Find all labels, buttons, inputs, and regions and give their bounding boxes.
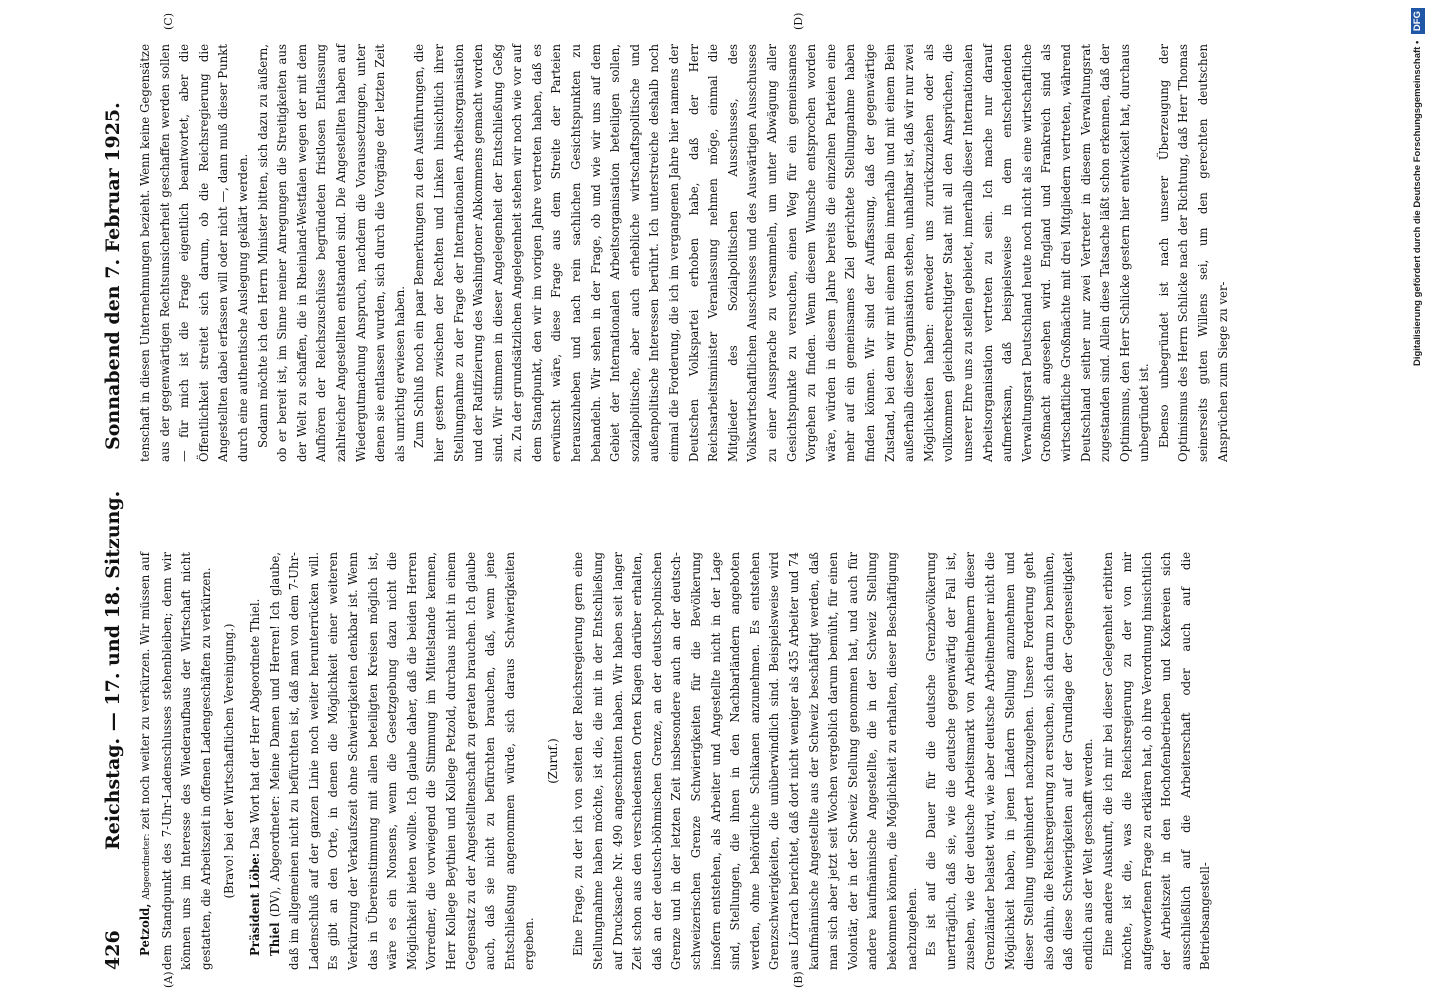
margin-marker-d: (D) — [792, 12, 805, 30]
credit-text: Digitalisierung gefördert durch die Deutsche Forschungsgemeinschaft • — [1412, 40, 1423, 367]
interjection: (Bravo! bei der Wirtschaftlichen Vereinigung.) — [222, 623, 237, 899]
paragraph — [266, 552, 540, 970]
paragraph-text: zeit noch weiter zu verkürzen. Wir müssen auf dem Standpunkt des 7-Uhr-Ladenschlusses stehenbleiben; denn wir können uns im Interesse des Wiederaufbaus der Wirtschaft nicht gestatten, die Arbeitszeit in offenen Ladengeschäften zu verkürzen. — [138, 552, 213, 970]
paragraph: Es ist auf die Dauer für die deutsche Grenzbevölkerung unerträglich, daß sie, wie die deutsche gegenwärtig der Fall ist, zusehen, wie der deutsche Arbeitsmarkt von Arbeitnehmern dieser Grenzländer belastet wird, wie aber deutsche Arbeitnehmer nicht die Möglichkeit haben, in jenen Ländern Stellung anzunehmen und dieser Stellung ungehindert nachzugehen. Unsere Forderung geht also dahin, die Reichsregierung zu ersuchen, sich darum zu bemühen, daß diese Schwierigkeiten auf der Grundlage der Gegenseitigkeit endlich aus der Welt geschafft werden. — [924, 552, 1095, 970]
paragraph-text: Das Wort hat der Herr Abgeordnete Thiel. — [247, 598, 262, 850]
column-divider — [136, 515, 1336, 516]
margin-marker-b: (B) — [792, 971, 805, 988]
running-header — [98, 0, 132, 990]
paragraph: Ebenso unbegründet ist nach unserer Überzeugung der Optimismus des Herrn Schlicke nach der Richtung, daß Herr Thomas seinerseits guten Willens sei, um den gerechten deutschen Ansprüchen zum Siege zu ver- — [1156, 44, 1230, 462]
margin-marker-c: (C) — [162, 13, 175, 30]
header-left-title: Reichstag. — 17. und 18. Sitzung. — [102, 490, 124, 850]
digitization-credit — [1408, 8, 1428, 992]
paragraph: Eine Frage, zu der ich von seiten der Reichsregierung gern eine Stellungnahme haben möchte, ist die, die mit in der Entschließung auf Drucksache Nr. 490 angeschnitten haben. Wir haben seit langer Zeit schon aus den verschiedensten Orten Klagen darüber erhalten, daß an der deutsch-böhmischen Grenze, an der deutsch-polnischen Grenze und in der letzten Zeit insbesondere auch an der deutsch-schweizerischen Grenze Schwierigkeiten für die Bevölkerung insofern entstehen, als Arbeiter und Angestellte nicht in der Lage sind, Stellungen, die ihnen in den Nachbarländern angeboten werden, ohne behördliche Schikanen anzunehmen. Es entstehen Grenzschwierigkeiten, die unüberwindlich sind. Beispielsweise wird aus Lörrach berichtet, daß dort nicht weniger als 435 Arbeiter und 74 kaufmännische Angestellte aus der Schweiz beschäftigt werden, daß man sich aber jetzt seit Wochen vergeblich darum bemüht, für einen Volontär, der in der Schweiz Stellung genommen hat, und auch für andere kaufmännische Angestellte, die in der Schweiz Stellung bekommen können, die Möglichkeit zu erhalten, dieser Beschäftigung nachzugehen. — [571, 552, 919, 970]
paragraph: Eine andere Auskunft, die ich mir bei dieser Gelegenheit erbitten möchte, ist die, was die Reichsregierung zu der von mir aufgeworfenen Frage zu erklären hat, ob ihre Verordnung hinsichtlich der Arbeitszeit in den Hochofenbetrieben und Kokereien sich ausschließlich auf die Arbeiterschaft oder auch auf die Betriebsangestell- — [1100, 552, 1213, 970]
paragraph: tenschaft in diesen Unternehmungen bezieht. Wenn keine Gegensätze aus der gegenwärtigen Rechtsunsicherheit geschaffen werden sollen — für mich ist die Frage eigentlich beantwortet, aber die Öffentlichkeit streitet sich darum, ob die Reichsregierung die Angestellten dabei erfassen will oder nicht —, dann muß dieser Punkt durch eine authentische Auslegung geklärt werden. — [138, 44, 250, 462]
page-number: 426 — [102, 930, 124, 970]
speaker-name: Petzold, — [138, 903, 152, 956]
paragraph: Sodann möchte ich den Herrn Minister bitten, sich dazu zu äußern, ob er bereit ist, im Sinne meiner Anregungen die Streitigkeiten aus der Welt zu schaffen, die in Rheinland-Westfalen wegen der mit dem Aufhören der Reichszuschüsse begründeten fristlosen Entlassung zahlreicher Angestellten entstanden sind. Die Angestellten haben auf Wiedergutmachung Anspruch, nachdem die Voraussetzungen, unter denen sie entlassen wurden, sich durch die Vorgänge der letzten Zeit als unrichtig erwiesen haben. — [255, 44, 407, 462]
speaker-name: Präsident Löbe: — [247, 852, 262, 956]
header-right-title: Sonnabend den 7. Februar 1925. — [102, 102, 124, 450]
paragraph-text: (DV), Abgeordneter: Meine Damen und Herren! Ich glaube, daß im allgemeinen nicht zu befürchten ist, daß man von dem 7-Uhr-Ladenschluß auf der ganzen Linie noch weiter herunterrücken will. Es gibt an den Orte, in denen die Möglichkeit einer weiteren Verkürzung der Verkaufszeit ohne Schwierigkeiten denkbar ist. Wenn das in Übereinstimmung mit allen beteiligten Kreisen möglich ist, wäre es ein Nonsens, wenn die Gesetzgebung dazu nicht die Möglichkeit bieten wollte. Ich glaube daher, daß die beiden Herren Vorredner, die vorwiegend die Stimmung im Mittelstande kennen, Herr Kollege Beythien und Kollege Petzold, durchaus nicht in einem Gegensatz zu der Angestelltenschaft zu geraten brauchen. Ich glaube auch, daß sie nicht zu befürchten brauchen, daß, wenn jene Entschließung angenommen würde, sich daraus Schwierigkeiten ergeben. — [267, 552, 537, 970]
interjection: (Zuruf.) — [545, 738, 560, 784]
paragraph — [246, 552, 266, 970]
dfg-logo: DFG — [1411, 8, 1425, 34]
paragraph — [136, 552, 216, 970]
margin-marker-a: (A) — [162, 971, 175, 988]
right-column — [136, 44, 1233, 462]
speaker-name: Thiel — [267, 922, 282, 956]
rotated-page — [92, 0, 1392, 990]
left-column — [136, 552, 1216, 970]
paragraph: Zum Schluß noch ein paar Bemerkungen zu den Ausführungen, die hier gestern zwischen der Rechten und Linken hinsichtlich ihrer Stellungnahme zu der Frage der Internationalen Arbeitsorganisation und der Ratifizierung des Washingtoner Abkommens gemacht worden sind. Wir stimmen in dieser Angelegenheit der Entschließung Geßg zu. Zu der grundsätzlichen Angelegenheit stehen wir noch wie vor auf dem Standpunkt, den wir im vorigen Jahre vertreten haben, daß es erwünscht wäre, diese Frage aus dem Streite der Parteien herauszuheben und nach rein sachlichen Gesichtspunkten zu behandeln. Wir sehen in der Frage, ob und wie wir uns auf dem Gebiet der Internationalen Arbeitsorganisation beteiligen sollen, sozialpolitische, aber auch erhebliche wirtschaftspolitische und außenpolitische Interessen berührt. Ich unterstreiche deshalb noch einmal die Forderung, die ich im vergangenen Jahre hier namens der Deutschen Volkspartei erhoben habe, daß der Herr Reichsarbeitsminister Veranlassung nehmen möge, einmal die Mitglieder des Sozialpolitischen Ausschusses, des Volkswirtschaftlichen Ausschusses und des Auswärtigen Ausschusses zu einer Aussprache zu versammeln, um unter Abwägung aller Gesichtspunkte zu versuchen, einen Weg für ein gemeinsames Vorgehen zu finden. Wenn diesem Wunsche entsprochen worden wäre, würden in diesem Jahre bereits die einzelnen Parteien eine mehr auf ein gemeinsames Ziel gerichtete Stellungnahme haben finden können. Wir sind der Auffassung, daß der gegenwärtige Zustand, bei dem wir mit einem Bein innerhalb und mit einem Bein außerhalb dieser Organisation stehen, unhaltbar ist, daß wir nur zwei Möglichkeiten haben: entweder uns zurückzuziehen oder als vollkommen gleichberechtigter Staat mit all den Ansprüchen, die unserer Ehre uns zu stellen gebietet, innerhalb dieser Internationalen Arbeitsorganisation vertreten zu sein. Ich mache nur darauf aufmerksam, daß beispielsweise in dem entscheidenden Verwaltungsrat Deutschland heute noch nicht als eine wirtschaftliche Großmacht angesehen wird. England und Frankreich sind als wirtschaftliche Großmächte mit drei Mitgliedern vertreten, während Deutschland seither nur zwei Vertreter in diesem Verwaltungsrat zugestanden sind. Allein diese Tatsache läßt schon erkennen, daß der Optimismus, den Herr Schlicke gestern hier entwickelt hat, durchaus unbegründet ist. — [412, 44, 1152, 462]
speaker-role: Abgeordneter: — [142, 833, 152, 900]
